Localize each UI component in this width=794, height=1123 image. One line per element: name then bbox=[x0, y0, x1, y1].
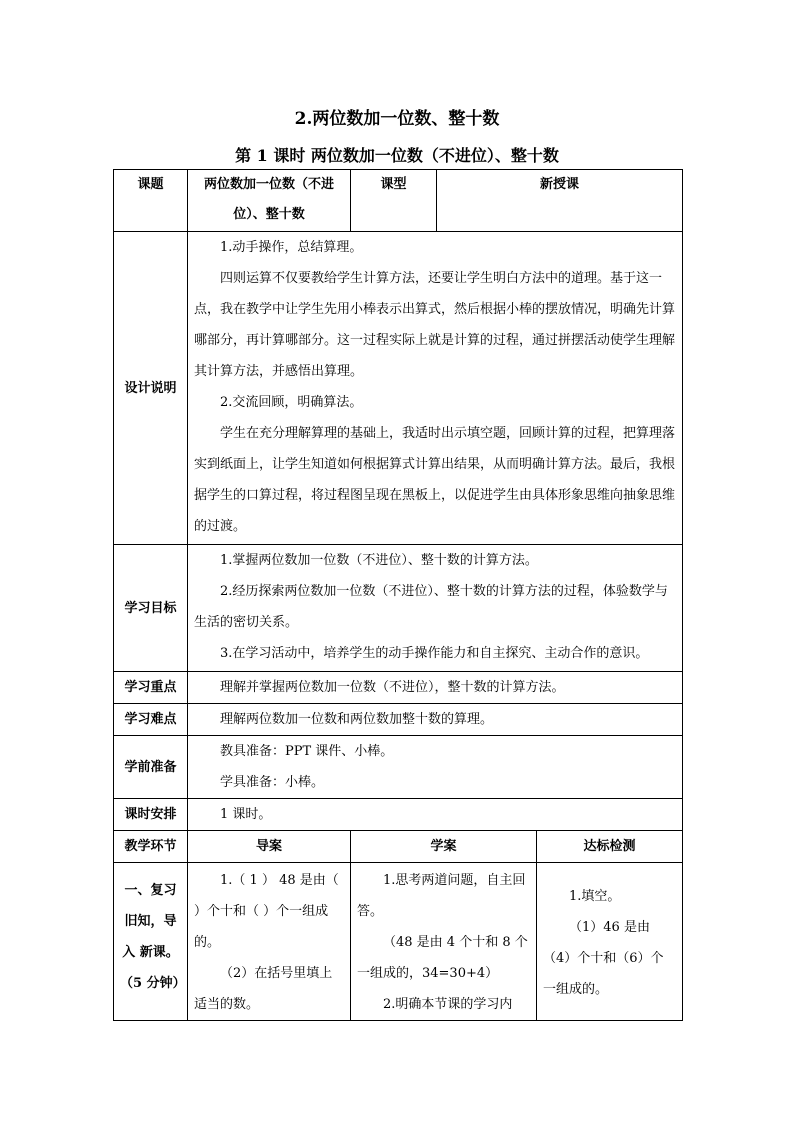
schedule-value bbox=[188, 799, 683, 831]
key-point-row bbox=[114, 672, 683, 704]
type-label: 课型 bbox=[351, 170, 437, 232]
section-header-row bbox=[114, 831, 683, 863]
goal-item: 2.经历探索两位数加一位数（不进位）、整十数的计算方法的过程，体验数学与生活的密切关系。 bbox=[194, 584, 668, 630]
check-item-1: 1.填空。 bbox=[569, 889, 621, 904]
prep-label: 学前准备 bbox=[114, 736, 188, 799]
goal-item: 3.在学习活动中，培养学生的动手操作能力和自主探究、主动合作的意识。 bbox=[220, 646, 649, 661]
stage-header: 教学环节 bbox=[114, 831, 188, 863]
stage1-check bbox=[537, 863, 683, 1021]
stage1-row bbox=[114, 863, 683, 1021]
prep-teacher: 教具准备：PPT 课件、小棒。 bbox=[220, 744, 394, 759]
design-paragraph: 2.交流回顾，明确算法。 bbox=[220, 395, 363, 410]
goals-row bbox=[114, 545, 683, 672]
guide-question-1: 1.（ 1 ） 48 是由（ ）个十和（ ）个一组成的。 bbox=[194, 873, 339, 950]
lesson-subtitle: 第 1 课时 两位数加一位数（不进位）、整十数 bbox=[235, 146, 559, 165]
study-item-3: 2.明确本节课的学习内 bbox=[383, 997, 513, 1012]
lesson-plan-table bbox=[113, 169, 683, 1021]
check-header: 达标检测 bbox=[537, 831, 683, 863]
design-paragraph: 四则运算不仅要教给学生计算方法，还要让学生明白方法中的道理。基于这一点，我在教学中让学生先用小棒表示出算式，然后根据小棒的摆放情况，明确先计算哪部分，再计算哪部分。这一过程实际上就是计算的过程，通过拼摆活动使学生理解其计算方法，并感悟出算理。 bbox=[194, 271, 676, 379]
key-point-value bbox=[188, 672, 683, 704]
topic-label: 课题 bbox=[114, 170, 188, 232]
guide-question-2: （2）在括号里填上适当的数。 bbox=[194, 966, 333, 1012]
key-point-text: 理解并掌握两位数加一位数（不进位），整十数的计算方法。 bbox=[220, 680, 565, 695]
header-row bbox=[114, 170, 683, 232]
schedule-text: 1 课时。 bbox=[220, 807, 272, 822]
study-header: 学案 bbox=[351, 831, 537, 863]
design-paragraph: 学生在充分理解算理的基础上，我适时出示填空题，回顾计算的过程，把算理落实到纸面上，让学生知道如何根据算式计算出结果，从而明确计算方法。最后，我根据学生的口算过程，将过程图呈现在黑板上，以促进学生由具体形象思维向抽象思维的过渡。 bbox=[194, 426, 676, 534]
stage1-study bbox=[351, 863, 537, 1021]
stage1-label: 一、复习旧知，导入 新课。（5 分钟） bbox=[120, 883, 186, 991]
check-item-2: （1）46 是由（4）个十和（6）个一组成的。 bbox=[543, 920, 664, 997]
design-paragraph: 1.动手操作，总结算理。 bbox=[220, 240, 363, 255]
type-value: 新授课 bbox=[437, 170, 683, 232]
goal-item: 1.掌握两位数加一位数（不进位）、整十数的计算方法。 bbox=[220, 553, 538, 568]
difficulty-label: 学习难点 bbox=[114, 704, 188, 736]
difficulty-row bbox=[114, 704, 683, 736]
goals-label: 学习目标 bbox=[114, 545, 188, 672]
schedule-label: 课时安排 bbox=[114, 799, 188, 831]
study-item-2: （48 是由 4 个十和 8 个一组成的，34=30+4） bbox=[357, 935, 528, 981]
document-title: 2.两位数加一位数、整十数 bbox=[294, 109, 500, 129]
prep-student: 学具准备：小棒。 bbox=[220, 775, 325, 790]
stage1-guide bbox=[188, 863, 351, 1021]
prep-row bbox=[114, 736, 683, 799]
stage1-label-cell bbox=[114, 863, 188, 1021]
design-content bbox=[188, 232, 683, 545]
topic-value: 两位数加一位数（不进位）、整十数 bbox=[188, 170, 351, 232]
key-point-label: 学习重点 bbox=[114, 672, 188, 704]
study-item-1: 1.思考两道问题，自主回答。 bbox=[357, 873, 526, 919]
design-row bbox=[114, 232, 683, 545]
prep-content bbox=[188, 736, 683, 799]
difficulty-value bbox=[188, 704, 683, 736]
goals-content bbox=[188, 545, 683, 672]
guide-header: 导案 bbox=[188, 831, 351, 863]
difficulty-text: 理解两位数加一位数和两位数加整十数的算理。 bbox=[220, 712, 494, 727]
schedule-row bbox=[114, 799, 683, 831]
design-label: 设计说明 bbox=[114, 232, 188, 545]
